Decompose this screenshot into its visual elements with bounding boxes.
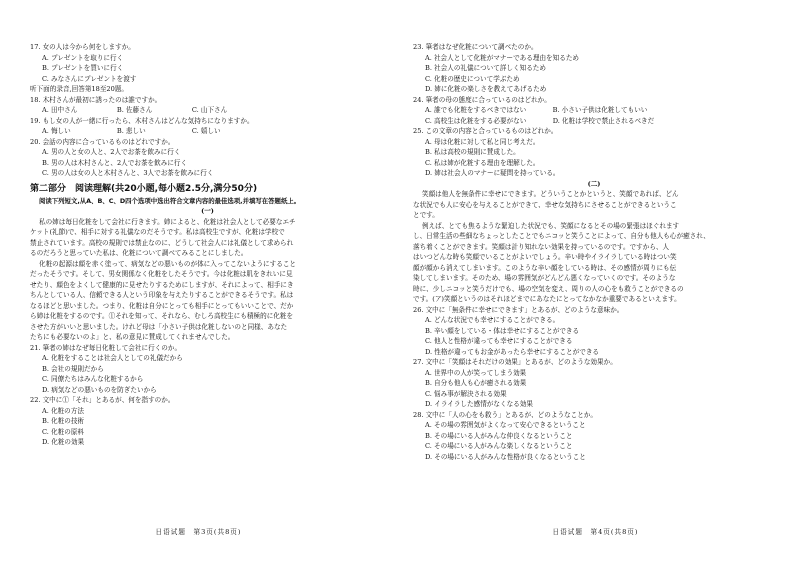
option-line: B. 会社の規則だから bbox=[42, 364, 104, 373]
option-line: D. イライラした感情がなくなる効果 bbox=[425, 400, 533, 408]
passage-line: 染してしまいます。そのため、場の雰囲気がどんどん悪くなっていくのです。そのような bbox=[413, 274, 676, 282]
option-line: A. 悔しい B. 悲しい C. 嬉しい bbox=[42, 127, 221, 135]
passage-line: 化粧の起源は顔を赤く塗って、病気などの悪いものが体に入ってこないようにすること bbox=[39, 259, 297, 268]
option-line: D. その場にいる人がみんな性格が良くなるということ bbox=[425, 452, 586, 461]
option-line: C. 悩み事が解決される効果 bbox=[425, 389, 507, 398]
option-line: C. 男の人は女の人と木村さんと、3人でお茶を飲みに行く bbox=[42, 169, 214, 177]
option-line: C. その場にいる人がみんな楽しくなるということ bbox=[425, 442, 573, 450]
reading-passage-2 bbox=[413, 189, 775, 462]
option-line: B. 自分も他人も心が癒される効果 bbox=[425, 379, 527, 387]
option-line: B. 社会人の礼儀について詳しく知るため bbox=[425, 64, 546, 72]
question-line: 18. 木村さんが最初に誘ったのは誰ですか。 bbox=[30, 95, 162, 104]
question-line: 27. 文中に「笑顔はそれだけの効果」とあるが、どのような効果か。 bbox=[413, 358, 617, 366]
passage-line: ちんとしている人、信頼できる人という印象を与えたりすることができるそうです。私は bbox=[30, 291, 294, 299]
option-line: A. その場の雰囲気がよくなって安心できるということ bbox=[425, 421, 586, 429]
option-line: C. 化粧の歴史について学ぶため bbox=[425, 74, 520, 83]
option-line: D. 化粧の効果 bbox=[42, 438, 85, 446]
option-line: A. プレゼントを取りに行く bbox=[42, 53, 124, 62]
option-line: B. プレゼントを買いに行く bbox=[42, 64, 124, 72]
page-3-content bbox=[30, 42, 385, 448]
question-line: 19. もし女の人が一緒に行ったら、木村さんはどんな気持ちになりますか。 bbox=[30, 116, 254, 125]
page-footer: 日语试题 第4页(共8页) bbox=[552, 528, 639, 536]
option-line: A. 世界中の人が笑ってしまう効果 bbox=[425, 368, 527, 377]
listening-questions bbox=[30, 42, 385, 179]
section-instruction: 阅读下列短文,从A、B、C、D四个选项中选出符合文章内容的最佳选项,并填写在答题纸上。 bbox=[39, 196, 301, 205]
question-line: 20. 会話の内容に合っているものはどれですか。 bbox=[30, 137, 175, 146]
passage-line: たちにも必要ないのよ」と、私の意見に賛成してくれませんでした。 bbox=[30, 333, 235, 341]
option-line: C. 私は姉が化粧する理由を理解した。 bbox=[425, 158, 540, 167]
passage-line: 禁止されています。高校の規則では禁止なのに、どうして社会人には礼儀として求められ bbox=[30, 238, 294, 247]
option-line: B. 私は高校の規則に賛成した。 bbox=[425, 148, 520, 156]
option-line: D. 性格が違ってもお金があったら幸せにすることができる bbox=[425, 347, 600, 356]
passage-label-1: (一) bbox=[201, 207, 214, 215]
page-footer: 日语试题 第3页(共8页) bbox=[155, 528, 242, 536]
option-line: D. 姉に化粧の楽しさを教えてあげるため bbox=[425, 85, 547, 93]
question-line: 25. この文章の内容と合っているものはどれか。 bbox=[413, 127, 558, 135]
reading-questions-1 bbox=[413, 42, 775, 179]
passage-line: るのだろうと思っていた私は、化粧について調べてみることにしました。 bbox=[30, 249, 248, 257]
question-line: 26. 文中に「無条件に幸せにできます」とあるが、どのような意味か。 bbox=[413, 305, 624, 314]
option-line: A. 化粧の方法 bbox=[42, 406, 84, 415]
option-line: C. みなさんにプレゼントを渡す bbox=[42, 74, 137, 83]
passage-line: させた方がいいと思いました。けれど母は「小さい子供は化粧しないのと同様、あなた bbox=[30, 322, 288, 331]
passage-line: はいつどんな時も笑顔でいることがよいでしょう。辛い時やイライラしている時はつい笑 bbox=[413, 253, 677, 261]
passage-line: ら姉は化粧をするのです。①それを知って、それなら、むしろ高校生にも積極的に化粧を bbox=[30, 312, 294, 320]
page-4-content bbox=[413, 42, 775, 462]
passage-line: な状況でも人に安心を与えることができて、幸せな気持ちにさせることができるというこ bbox=[413, 200, 677, 209]
option-line: A. どんな状況でも幸せにすることができる。 bbox=[425, 316, 560, 324]
passage-line: 例えば、とても焦るような緊迫した状況でも、笑顔になるとその場の緊張はほぐれます bbox=[422, 221, 680, 230]
passage-line: ケット(礼節)で、相手に対する礼儀なのだそうです。私は高校生ですが、化粧は学校で bbox=[30, 228, 285, 236]
option-line: C. 高校生は化粧をする必要がない D. 化粧は学校で禁止されるべきだ bbox=[425, 116, 655, 125]
question-line: 24. 筆者の母の態度に合っているのはどれか。 bbox=[413, 95, 551, 104]
passage-line: です。(ア)笑顔というのはそれほどまでにあなたにとってなかなか重要であるといえます。 bbox=[413, 295, 681, 303]
question-line: 21. 筆者の姉はなぜ毎日化粧して会社に行くのか。 bbox=[30, 343, 182, 352]
option-line: C. 化粧の原料 bbox=[42, 427, 84, 436]
option-line: C. 同僚たちはみんな化粧するから bbox=[42, 375, 144, 383]
question-line: 听下面的录音,回答第18至20题。 bbox=[30, 85, 129, 93]
option-line: B. 化粧の技術 bbox=[42, 417, 85, 425]
option-line: B. 男の人は木村さんと、2人でお茶を飲みに行く bbox=[42, 158, 188, 167]
passage-line: し、日常生活の些細なちょっとしたことでもニコッと笑うことによって、自分も他人も心が癒され、 bbox=[413, 232, 710, 240]
passage-line: 笑顔は他人を無条件に幸せにできます。どういうことかというと、笑顔であれば、どん bbox=[422, 190, 679, 198]
option-line: D. 姉は社会人のマナーに疑問を持っている。 bbox=[425, 169, 560, 177]
passage-line: 時に、少しニコッと笑うだけでも、場の空気を変え、周りの人の心をも救うことができるの bbox=[413, 284, 684, 293]
passage-line: とです。 bbox=[413, 211, 439, 219]
passage-line: だったそうです。そして、男女関係なく化粧をしたそうです。今は化粧は肌をきれいに見 bbox=[30, 270, 293, 278]
passage-line: せたり、顔色をよくして健康的に見せたりするためにしますが、それによって、相手にき bbox=[30, 280, 294, 289]
question-line: 28. 文中に「人の心をも救う」とあるが、どのようなことか。 bbox=[413, 410, 598, 419]
passage-line: 私の姉は毎日化粧をして会社に行きます。姉によると、化粧は社会人として必要なエチ bbox=[39, 217, 296, 226]
option-line: A. 社会人として化粧がマナーである理由を知るため bbox=[425, 53, 580, 62]
passage-label-2: (二) bbox=[587, 179, 601, 188]
option-line: C. 他人と性格が違っても幸せにすることができる bbox=[425, 337, 573, 345]
option-line: D. 病気などの悪いものを防ぎたいから bbox=[42, 385, 157, 394]
section-title: 第二部分 阅读理解(共20小题,每小题2.5分,满分50分) bbox=[30, 183, 258, 194]
option-line: A. 男の人と女の人と、2人でお茶を飲みに行く bbox=[42, 148, 181, 156]
option-line: A. 母は化粧に対して私と同じ考えだ。 bbox=[425, 137, 540, 146]
passage-line: なるほどと思いました。つまり、化粧は自分にとっても相手にとってもいいことで、だか bbox=[30, 301, 294, 310]
option-line: B. 辛い顔をしている・体は幸せにすることができる bbox=[425, 326, 580, 335]
question-line: 17. 女の人は今から何をしますか。 bbox=[30, 43, 135, 51]
question-line: 22. 文中に①「それ」とあるが、何を指すのか。 bbox=[30, 396, 175, 404]
reading-passage-1 bbox=[30, 217, 385, 448]
option-line: A. 誰でも化粧をするべきではない B. 小さい子供は化粧してもいい bbox=[425, 106, 648, 114]
passage-line: 落ち着くことができます。笑顔は計り知れない効果を持っているのです。ですから、人 bbox=[413, 242, 670, 251]
exam-page-4 bbox=[397, 0, 794, 562]
question-line: 23. 筆者はなぜ化粧について調べたのか。 bbox=[413, 43, 538, 51]
passage-line: 顔が顔から消えてしまいます。このような辛い顔をしている時は、その感情が周りにも伝 bbox=[413, 263, 677, 272]
option-line: A. 化粧をすることは社会人としての礼儀だから bbox=[42, 354, 183, 362]
option-line: B. その場にいる人がみんな仲良くなるということ bbox=[425, 431, 573, 440]
option-line: A. 田中さん B. 佐藤さん C. 山下さん bbox=[42, 106, 228, 114]
